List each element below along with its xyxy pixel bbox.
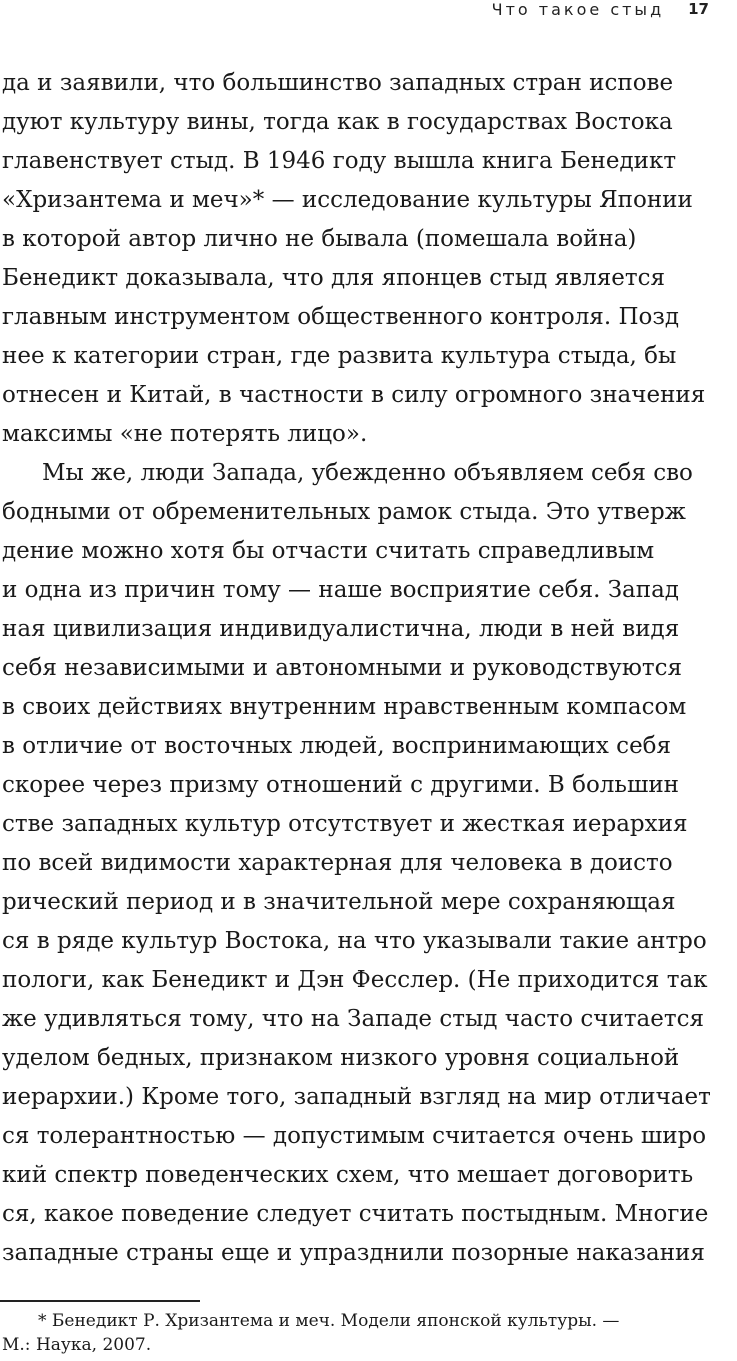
text-line: да и заявили, что большинство западных стран испове xyxy=(2,70,674,96)
text-line: в отличие от восточных людей, воспринимающих себя xyxy=(2,733,672,759)
body-text xyxy=(2,64,737,1273)
chapter-title: Что такое стыд xyxy=(491,0,665,19)
text-line: ся толерантностью — допустимым считается очень широ xyxy=(2,1123,707,1149)
text-line: себя независимыми и автономными и руководствуются xyxy=(2,655,682,681)
text-line: «Хризантема и меч»* — исследование культуры Японии xyxy=(2,187,693,213)
text-line: иерархии.) Кроме того, западный взгляд на мир отличает xyxy=(2,1084,711,1110)
paragraph-start-line: Мы же, люди Запада, убежденно объявляем себя сво xyxy=(42,460,693,486)
text-line: кий спектр поведенческих схем, что мешает договорить xyxy=(2,1162,694,1188)
text-line: главным инструментом общественного контроля. Позд xyxy=(2,304,680,330)
text-line: в своих действиях внутренним нравственным компасом xyxy=(2,694,687,720)
text-line: же удивляться тому, что на Западе стыд часто считается xyxy=(2,1006,704,1032)
text-line: рический период и в значительной мере сохраняющая xyxy=(2,889,676,915)
text-line: уделом бедных, признаком низкого уровня социальной xyxy=(2,1045,680,1071)
footnote-line: * Бенедикт Р. Хризантема и меч. Модели японской культуры. — xyxy=(38,1311,620,1331)
page-number: 17 xyxy=(688,0,709,18)
footnote-divider xyxy=(0,1300,200,1302)
text-line: Бенедикт доказывала, что для японцев стыд является xyxy=(2,265,665,291)
footnote-line: М.: Наука, 2007. xyxy=(2,1335,152,1355)
footnote xyxy=(2,1309,737,1357)
text-line: ся в ряде культур Востока, на что указывали такие антро xyxy=(2,928,707,954)
text-line: пологи, как Бенедикт и Дэн Фесслер. (Не приходится так xyxy=(2,967,708,993)
text-line: в которой автор лично не бывала (помешала война) xyxy=(2,226,637,252)
text-line: ся, какое поведение следует считать постыдным. Многие xyxy=(2,1201,709,1227)
text-line: отнесен и Китай, в частности в силу огромного значения xyxy=(2,382,706,408)
text-line: ная цивилизация индивидуалистична, люди в ней видя xyxy=(2,616,680,642)
text-line: и одна из причин тому — наше восприятие себя. Запад xyxy=(2,577,679,603)
text-line: дение можно хотя бы отчасти считать справедливым xyxy=(2,538,655,564)
text-line: нее к категории стран, где развита культура стыда, бы xyxy=(2,343,677,369)
running-header xyxy=(492,0,709,18)
text-line: бодными от обременительных рамок стыда. Это утверж xyxy=(2,499,686,525)
text-line: главенствует стыд. В 1946 году вышла книга Бенедикт xyxy=(2,148,677,174)
text-line: максимы «не потерять лицо». xyxy=(2,421,368,447)
text-line: западные страны еще и упразднили позорные наказания xyxy=(2,1240,705,1266)
text-line: дуют культуру вины, тогда как в государствах Востока xyxy=(2,109,673,135)
text-line: скорее через призму отношений с другими. В большин xyxy=(2,772,679,798)
text-line: стве западных культур отсутствует и жесткая иерархия xyxy=(2,811,688,837)
text-line: по всей видимости характерная для человека в доисто xyxy=(2,850,673,876)
